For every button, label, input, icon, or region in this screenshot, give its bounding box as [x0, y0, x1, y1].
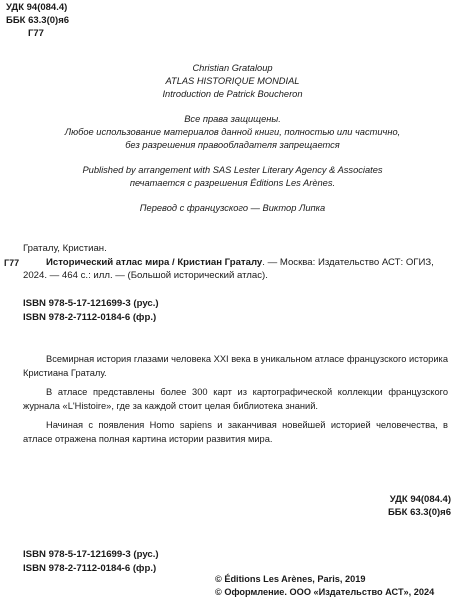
- rights-line-2: Любое использование материалов данной книги, полностью или частично,: [64, 127, 401, 137]
- card-title: Исторический атлас мира / Кристиан Граталу: [46, 256, 263, 268]
- annotation-paragraph-1: Всемирная история глазами человека XXI века в уникальном атласе французского историка Кристиана Граталу.: [23, 354, 448, 378]
- isbn-russian: ISBN 978-5-17-121699-3 (рус.): [23, 298, 159, 309]
- bbk-code: ББК 63.3(0)я6: [6, 15, 70, 26]
- card-description: [23, 256, 448, 283]
- original-title: ATLAS HISTORIQUE MONDIAL: [165, 76, 300, 86]
- rights-line-3: без разрешения правообладателя запрещается: [125, 140, 340, 150]
- copyright-line-2: © Оформление. ООО «Издательство АСТ», 2024: [215, 587, 435, 598]
- card-author-mark: Г77: [4, 258, 20, 268]
- isbn-card-block: [23, 297, 159, 324]
- card-heading: Гратaлу, Кристиан.: [23, 243, 107, 254]
- catalog-card: [23, 242, 448, 283]
- bbk-code-right: ББК 63.3(0)я6: [387, 507, 451, 518]
- udk-code-right: УДК 94(084.4): [389, 494, 451, 505]
- original-introduction: Introduction de Patrick Boucheron: [162, 89, 303, 99]
- translator-credit: Перевод с французского — Виктор Липка: [139, 203, 326, 213]
- annotation-paragraph-3: Начиная с появления Homo sapiens и заканчивая новейшей историей человечества, в атласе отражена полная картина истории развития мира.: [23, 420, 448, 444]
- rights-notice: [0, 113, 465, 152]
- udk-code: УДК 94(084.4): [6, 2, 68, 13]
- classification-block: [6, 1, 69, 40]
- publication-line-1: Published by arrangement with SAS Lester Literary Agency & Associates: [82, 165, 383, 175]
- annotation: [23, 353, 448, 447]
- original-edition-block: [0, 62, 465, 101]
- isbn-french: ISBN 978-2-7112-0184-6 (фр.): [23, 311, 157, 323]
- isbn-bottom-russian: ISBN 978-5-17-121699-3 (рус.): [23, 549, 159, 560]
- author-mark: Г77: [28, 28, 44, 39]
- classification-right: [388, 493, 451, 519]
- copyright-block: [215, 573, 434, 600]
- publication-notice: [0, 164, 465, 190]
- original-author: Christian Grataloup: [192, 63, 273, 73]
- annotation-paragraph-2: В атласе представлены более 300 карт из картографической коллекции французского журнала «L'Histoire», где за каждой стоит целая библиотека знаний.: [23, 387, 448, 411]
- publication-line-2: печатается с разрешения Éditions Les Arènes.: [129, 178, 336, 188]
- rights-line-1: Все права защищены.: [184, 114, 281, 124]
- isbn-bottom-block: [23, 548, 159, 575]
- copyright-line-1: © Éditions Les Arènes, Paris, 2019: [215, 574, 366, 584]
- card-publication-details: . — Москва: Издательство АСТ: ОГИЗ, 2024. — 464 с.: илл. — (Большой исторический атлас).: [23, 256, 434, 282]
- isbn-bottom-french: ISBN 978-2-7112-0184-6 (фр.): [23, 562, 157, 574]
